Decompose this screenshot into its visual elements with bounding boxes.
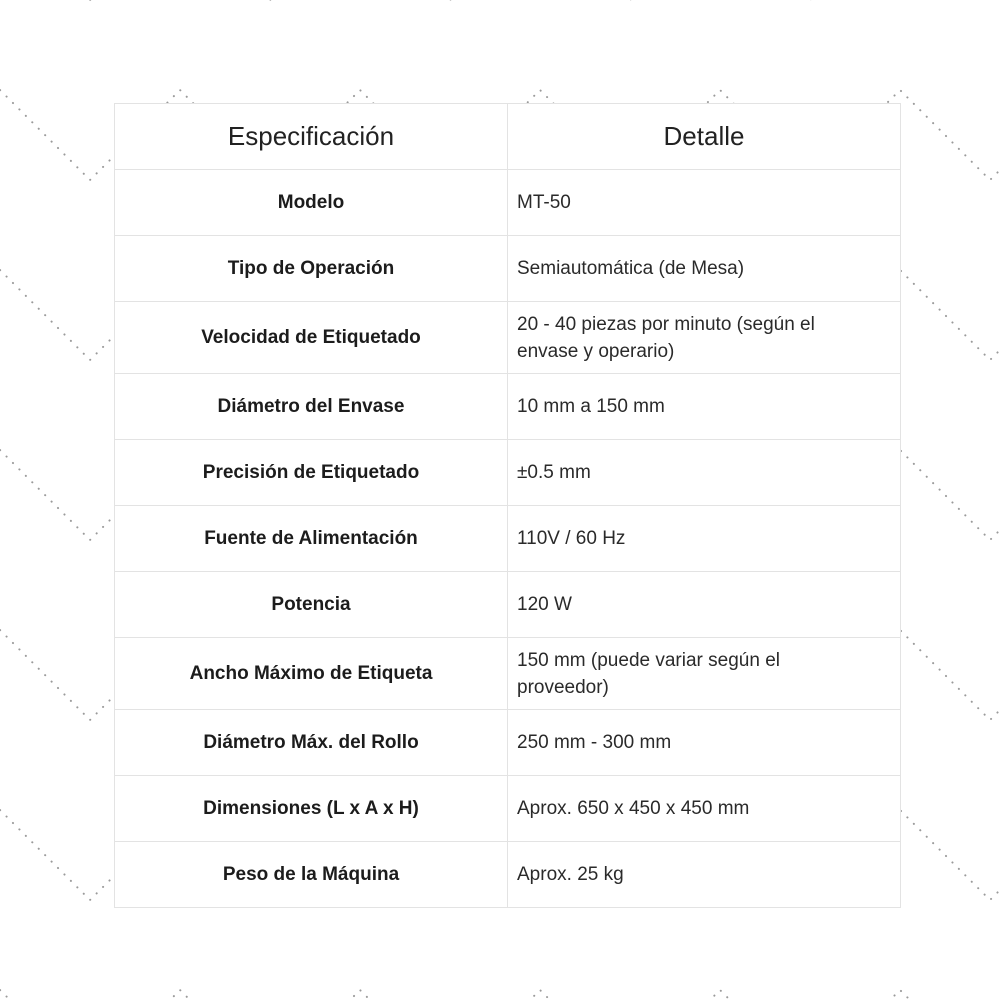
spec-detail-cell: Aprox. 650 x 450 x 450 mm xyxy=(508,776,901,842)
table-row xyxy=(115,572,901,638)
spec-name-cell: Ancho Máximo de Etiqueta xyxy=(115,638,508,710)
table-header-row xyxy=(115,104,901,170)
spec-name-cell: Tipo de Operación xyxy=(115,236,508,302)
spec-detail-cell: 20 - 40 piezas por minuto (según el envase y operario) xyxy=(508,302,901,374)
spec-detail-cell: 110V / 60 Hz xyxy=(508,506,901,572)
spec-detail-cell: 150 mm (puede variar según el proveedor) xyxy=(508,638,901,710)
spec-detail-cell: Aprox. 25 kg xyxy=(508,842,901,908)
table-row xyxy=(115,710,901,776)
spec-detail-cell: ±0.5 mm xyxy=(508,440,901,506)
spec-name-cell: Potencia xyxy=(115,572,508,638)
spec-detail-cell: 10 mm a 150 mm xyxy=(508,374,901,440)
column-header-specification: Especificación xyxy=(115,104,508,170)
spec-name-cell: Fuente de Alimentación xyxy=(115,506,508,572)
spec-name-cell: Modelo xyxy=(115,170,508,236)
spec-name-cell: Dimensiones (L x A x H) xyxy=(115,776,508,842)
table-row xyxy=(115,236,901,302)
spec-name-cell: Velocidad de Etiquetado xyxy=(115,302,508,374)
spec-name-cell: Peso de la Máquina xyxy=(115,842,508,908)
spec-detail-cell: 250 mm - 300 mm xyxy=(508,710,901,776)
spec-name-cell: Diámetro del Envase xyxy=(115,374,508,440)
table-row xyxy=(115,170,901,236)
table-row xyxy=(115,506,901,572)
specifications-table xyxy=(114,103,901,908)
table-row xyxy=(115,374,901,440)
zigzag-dotted-line xyxy=(0,990,1000,1000)
table-row xyxy=(115,638,901,710)
spec-detail-cell: Semiautomática (de Mesa) xyxy=(508,236,901,302)
spec-detail-cell: MT-50 xyxy=(508,170,901,236)
spec-detail-cell: 120 W xyxy=(508,572,901,638)
table-row xyxy=(115,776,901,842)
spec-name-cell: Precisión de Etiquetado xyxy=(115,440,508,506)
table-row xyxy=(115,440,901,506)
spec-name-cell: Diámetro Máx. del Rollo xyxy=(115,710,508,776)
column-header-detail: Detalle xyxy=(508,104,901,170)
table-row xyxy=(115,302,901,374)
table-row xyxy=(115,842,901,908)
